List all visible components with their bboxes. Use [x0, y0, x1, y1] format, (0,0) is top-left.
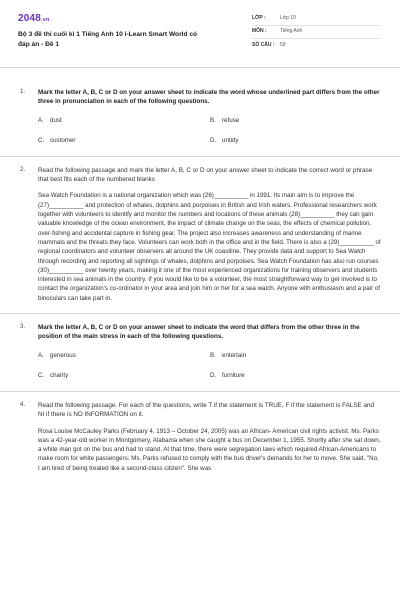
- question-instruction: Mark the letter A, B, C or D on your answer sheet to indicate the word whose underlined part differs from the other three in pronunciation in each of the following questions.: [38, 89, 380, 106]
- option-letter: B.: [210, 117, 216, 125]
- question-instruction: Read the following passage and mark the letter A, B, C or D on your answer sheet to indicate the correct word or phrase that best fits each of the numbered blanks: [38, 167, 373, 184]
- meta-label-subject: MÔN :: [252, 28, 267, 35]
- divider: [0, 391, 400, 392]
- option-letter: D.: [210, 137, 217, 145]
- question-1: [18, 88, 382, 146]
- meta-row-count: [252, 39, 380, 52]
- option-text: generous: [50, 352, 76, 360]
- question-3: [18, 323, 382, 381]
- option-text: entertain: [222, 352, 247, 360]
- option-d[interactable]: [210, 137, 382, 146]
- meta-value-count: 59: [280, 41, 286, 48]
- question-2: [18, 166, 382, 303]
- question-instruction: Read the following passage. For each of the questions, write T if the statement is TRUE, F if the statement is FALSE and NI if there is NO INFORMATION on it.: [38, 402, 375, 419]
- exam-content: [0, 88, 400, 473]
- option-letter: C.: [38, 372, 45, 380]
- option-text: dust: [50, 117, 62, 125]
- answer-options: [38, 117, 382, 146]
- option-a[interactable]: [38, 352, 210, 361]
- exam-title: Bộ 3 đề thi cuối kì 1 Tiếng Anh 10 i-Learn Smart World có đáp án - Đề 1: [18, 31, 198, 48]
- meta-label-count: SỐ CÂU :: [252, 41, 275, 48]
- option-text: customer: [50, 137, 76, 145]
- option-text: refuse: [222, 117, 240, 125]
- option-letter: A.: [38, 117, 44, 125]
- meta-row-subject: [252, 26, 380, 39]
- option-b[interactable]: [210, 352, 382, 361]
- reading-passage: [38, 427, 382, 473]
- option-text: furniture: [222, 372, 245, 380]
- passage-paragraph: Sea Watch Foundation is a national organization which was (26)__________ in 1991. Its main aim is to improve the (27)__________ and protection of whales, dolphins and porpoises in British and Irish waters. Professional researchers work together with volunteers to identify and monitor the numbers and locations of these animals (28)__________ they can gain valuable knowledge of the ocean environment, the impact of climate change on the seas, the effects of chemical pollution, over-fishing and accidental capture in fishing gear. The project also increases awareness and understanding of marine mammals and the threats they face. Volunteers can work both in the office and in the field. There is also a (29)__________ of regional coordinators and volunteer observers all around the UK coastline. They provide data and support to Sea Watch through recording and reporting all sightings of whales, dolphins and porpoises. Sea Watch Foundation has also run courses (30)__________ over twenty years, making it one of the most experienced organizations for training observers and students interested in sea animals in the country. If you would like to be a volunteer, the most straightforward way to get involved is to contact the organization's co-ordinator in your area and join him or her for a sea watch. Anyone with enthusiasm and a pair of binoculars can take part in.: [38, 192, 381, 302]
- meta-value-class: Lớp 10: [280, 15, 296, 22]
- meta-value-subject: Tiếng Anh: [280, 28, 303, 35]
- option-d[interactable]: [210, 372, 382, 381]
- question-number: 4.: [20, 401, 26, 409]
- divider: [0, 156, 400, 157]
- option-letter: C.: [38, 137, 45, 145]
- logo-main: 2048: [18, 13, 42, 24]
- option-text: charity: [50, 372, 69, 380]
- meta-label-class: LỚP :: [252, 15, 266, 22]
- option-letter: B.: [210, 352, 216, 360]
- reading-passage: [38, 191, 382, 303]
- option-letter: D.: [210, 372, 217, 380]
- option-a[interactable]: [38, 117, 210, 126]
- passage-paragraph: Rosa Louise McCauley Parks (February 4, 1913 – October 24, 2005) was an African- American civil rights activist. Ms. Parks was a 42-year-old worker in Montgomery, Alabama when she caught a bus on December 1, 1955. Shortly after she sat down, a white man got on the bus and had to stand. At that time, there were segregation laws which required African-Americans to make room for white passengers. Ms. Parks refused to comply with the bus driver's demands for her to move. She said, "No, I am tired of being treated like a second-class citizen". She was: [38, 427, 381, 472]
- question-number: 2.: [20, 166, 26, 174]
- option-b[interactable]: [210, 117, 382, 126]
- option-c[interactable]: [38, 372, 210, 381]
- meta-row-class: [252, 13, 380, 26]
- option-letter: A.: [38, 352, 44, 360]
- question-number: 3.: [20, 323, 26, 331]
- question-instruction: Mark the letter A, B, C or D on your answer sheet to indicate the word that differs from the other three in the position of the main stress in each of the following questions.: [38, 324, 360, 341]
- page-header: [0, 0, 400, 68]
- exam-meta-table: [252, 13, 380, 52]
- question-4: [18, 401, 382, 473]
- logo-suffix: .vn: [41, 17, 50, 23]
- question-number: 1.: [20, 88, 26, 95]
- divider: [0, 313, 400, 314]
- option-c[interactable]: [38, 137, 210, 146]
- answer-options: [38, 352, 382, 381]
- option-text: untidy: [222, 137, 239, 145]
